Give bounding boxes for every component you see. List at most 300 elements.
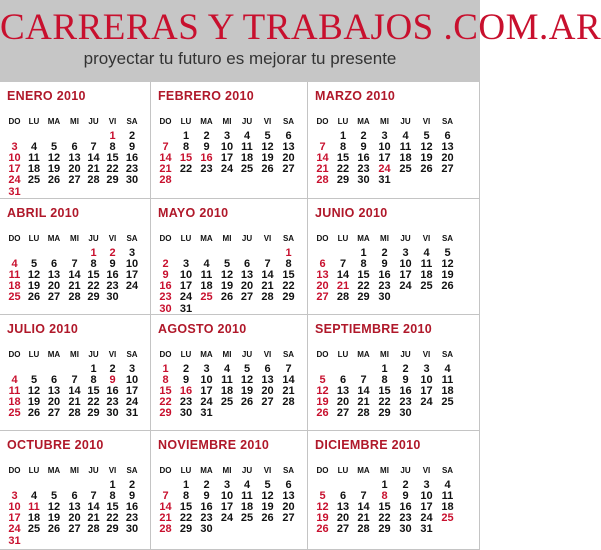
calendar-grid xyxy=(0,82,480,550)
day-cell: 11 xyxy=(28,501,40,513)
empty-day-cell xyxy=(437,524,458,535)
month-title: DICIEMBRE 2010 xyxy=(315,438,421,452)
day-cell: 31 xyxy=(8,185,21,198)
weekday-label: VI xyxy=(263,234,272,243)
empty-day-cell xyxy=(437,408,458,419)
weekday-label: MI xyxy=(70,466,79,475)
day-cell: 11 xyxy=(221,374,233,386)
day-cell: 27 xyxy=(47,407,61,419)
day-cell: 8 xyxy=(381,374,388,386)
day-cell: 7 xyxy=(162,141,169,153)
weekday-label: JU xyxy=(241,350,253,359)
day-cell: 10 xyxy=(125,258,139,270)
day-cell: 5 xyxy=(319,374,326,386)
day-cell: 8 xyxy=(381,490,388,502)
month-enero xyxy=(0,82,151,199)
day-cell: 1 xyxy=(339,130,347,142)
weekday-label: JU xyxy=(400,350,411,359)
weekday-label: LU xyxy=(180,117,192,126)
day-cell: 17 xyxy=(220,152,234,164)
weekday-label: SA xyxy=(126,117,138,126)
day-cell: 8 xyxy=(285,258,292,270)
day-cell: 25 xyxy=(8,291,21,303)
day-cell: 24 xyxy=(8,174,21,186)
day-cell: 4 xyxy=(223,363,231,375)
day-cell: 22 xyxy=(106,512,119,524)
weekday-label: DO xyxy=(8,466,21,475)
day-cell: 3 xyxy=(423,363,430,375)
day-cell: 10 xyxy=(200,374,213,386)
day-cell: 25 xyxy=(27,523,41,535)
weekday-label: JU xyxy=(241,466,253,475)
weekday-label: MA xyxy=(47,466,61,475)
weekday-label: MI xyxy=(380,466,389,475)
day-cell: 12 xyxy=(220,269,234,281)
day-cell: 22 xyxy=(357,280,370,292)
empty-day-cell xyxy=(176,175,196,186)
day-cell: 24 xyxy=(399,280,412,292)
day-cell: 29 xyxy=(179,523,193,535)
day-cell: 3 xyxy=(182,258,190,270)
weekday-label: SA xyxy=(126,350,138,359)
day-cell: 16 xyxy=(125,501,139,513)
day-cell: 12 xyxy=(316,501,329,513)
day-cell: 26 xyxy=(261,512,274,524)
tagline: proyectar tu futuro es mejorar tu presente xyxy=(83,49,397,68)
day-cell: 18 xyxy=(420,269,433,281)
day-cell: 18 xyxy=(8,396,21,408)
day-cell: 1 xyxy=(285,247,292,259)
day-cell: 15 xyxy=(87,269,100,281)
month-title: SEPTIEMBRE 2010 xyxy=(315,322,433,336)
day-cell: 27 xyxy=(282,512,295,524)
month-mayo xyxy=(151,199,308,315)
day-cell: 16 xyxy=(399,501,412,513)
day-cell: 14 xyxy=(87,152,100,164)
day-cell: 30 xyxy=(179,407,193,419)
weekday-label: MA xyxy=(47,350,61,359)
day-cell: 26 xyxy=(27,407,41,419)
weekday-label: LU xyxy=(28,234,40,243)
empty-day-cell xyxy=(103,535,122,546)
empty-day-cell xyxy=(122,535,142,546)
day-cell: 27 xyxy=(68,523,81,535)
month-julio xyxy=(0,315,151,431)
day-cell: 6 xyxy=(50,374,58,386)
day-cell: 15 xyxy=(336,152,350,164)
day-cell: 16 xyxy=(106,385,119,397)
day-cell: 10 xyxy=(420,374,433,386)
day-cell: 28 xyxy=(261,291,274,303)
day-cell: 24 xyxy=(125,280,139,292)
empty-day-cell xyxy=(395,175,416,186)
day-cell: 30 xyxy=(125,174,139,186)
day-cell: 10 xyxy=(179,269,193,281)
day-cell: 19 xyxy=(261,152,274,164)
day-cell: 19 xyxy=(27,396,41,408)
day-cell: 23 xyxy=(378,280,391,292)
day-cell: 30 xyxy=(357,174,370,186)
day-cell: 1 xyxy=(182,130,190,142)
weekday-label: MA xyxy=(357,350,370,359)
day-cell: 29 xyxy=(87,407,100,419)
day-cell: 17 xyxy=(420,385,433,397)
empty-day-cell xyxy=(395,292,416,303)
day-cell: 1 xyxy=(381,479,388,491)
weekday-label: DO xyxy=(316,466,329,475)
day-cell: 9 xyxy=(128,141,136,153)
day-cell: 15 xyxy=(179,501,193,513)
day-cell: 29 xyxy=(378,523,391,535)
day-cell: 2 xyxy=(203,479,210,491)
weekday-label: SA xyxy=(441,117,454,126)
day-cell: 17 xyxy=(8,512,21,524)
day-cell: 3 xyxy=(402,247,409,259)
day-cell: 23 xyxy=(200,163,213,175)
day-cell: 27 xyxy=(336,407,350,419)
day-cell: 23 xyxy=(399,512,412,524)
day-cell: 3 xyxy=(223,130,231,142)
day-cell: 22 xyxy=(87,280,100,292)
day-cell: 18 xyxy=(200,280,213,292)
day-cell: 5 xyxy=(423,130,430,142)
day-cell: 15 xyxy=(87,385,100,397)
day-cell: 11 xyxy=(8,385,21,397)
month-days-table xyxy=(4,465,142,546)
day-cell: 20 xyxy=(282,152,295,164)
weekday-label: LU xyxy=(28,350,40,359)
day-cell: 21 xyxy=(159,163,172,175)
day-cell: 31 xyxy=(125,407,139,419)
empty-day-cell xyxy=(416,408,437,419)
weekday-label: DO xyxy=(159,466,172,475)
day-cell: 12 xyxy=(261,141,274,153)
day-cell: 24 xyxy=(420,512,433,524)
month-title: MAYO 2010 xyxy=(158,206,229,220)
weekday-label: LU xyxy=(28,466,40,475)
day-cell: 17 xyxy=(200,385,213,397)
day-cell: 4 xyxy=(11,258,18,270)
weekday-label: MI xyxy=(380,350,389,359)
day-cell: 6 xyxy=(71,141,78,153)
weekday-label: SA xyxy=(282,350,295,359)
day-cell: 12 xyxy=(441,258,454,270)
day-cell: 23 xyxy=(125,512,139,524)
weekday-label: MA xyxy=(357,466,370,475)
empty-day-cell xyxy=(237,303,257,314)
day-cell: 4 xyxy=(30,141,38,153)
day-cell: 16 xyxy=(399,385,412,397)
day-cell: 25 xyxy=(420,280,433,292)
month-days-table xyxy=(312,465,458,535)
empty-day-cell xyxy=(65,186,84,197)
day-cell: 26 xyxy=(240,396,254,408)
day-cell: 13 xyxy=(68,501,81,513)
day-cell: 3 xyxy=(11,490,18,502)
month-noviembre xyxy=(151,431,308,550)
day-cell: 20 xyxy=(316,280,329,292)
month-diciembre xyxy=(308,431,480,550)
day-cell: 5 xyxy=(30,258,38,270)
day-cell: 4 xyxy=(243,479,251,491)
day-cell: 28 xyxy=(68,407,81,419)
month-days-table xyxy=(155,116,299,186)
day-cell: 8 xyxy=(90,374,97,386)
weekday-label: VI xyxy=(422,234,431,243)
day-cell: 28 xyxy=(316,174,329,186)
day-cell: 17 xyxy=(378,152,391,164)
day-cell: 26 xyxy=(316,407,329,419)
day-cell: 27 xyxy=(441,163,454,175)
day-cell: 24 xyxy=(220,163,234,175)
day-cell: 21 xyxy=(68,280,81,292)
day-cell: 28 xyxy=(336,291,350,303)
brand-title: CARRERAS Y TRABAJOS .COM.AR xyxy=(0,7,601,48)
day-cell: 20 xyxy=(441,152,454,164)
day-cell: 5 xyxy=(50,141,58,153)
day-cell: 12 xyxy=(27,269,41,281)
weekday-label: VI xyxy=(108,350,117,359)
day-cell: 25 xyxy=(8,407,21,419)
day-cell: 17 xyxy=(8,163,21,175)
day-cell: 12 xyxy=(420,141,433,153)
weekday-label: LU xyxy=(180,350,192,359)
day-cell: 18 xyxy=(8,280,21,292)
day-cell: 13 xyxy=(441,141,454,153)
day-cell: 30 xyxy=(125,523,139,535)
weekday-label: MI xyxy=(222,466,232,475)
empty-day-cell xyxy=(43,186,65,197)
day-cell: 19 xyxy=(27,280,41,292)
weekday-label: VI xyxy=(263,466,272,475)
day-cell: 6 xyxy=(264,363,271,375)
day-cell: 22 xyxy=(336,163,350,175)
month-junio xyxy=(308,199,480,315)
weekday-label: MA xyxy=(357,117,370,126)
day-cell: 25 xyxy=(441,396,454,408)
empty-day-cell xyxy=(196,303,217,314)
day-cell: 10 xyxy=(8,152,21,164)
day-cell: 9 xyxy=(128,490,136,502)
empty-day-cell xyxy=(217,408,237,419)
day-cell: 21 xyxy=(357,396,370,408)
empty-day-cell xyxy=(278,408,299,419)
empty-day-cell xyxy=(437,175,458,186)
day-cell: 31 xyxy=(8,534,21,547)
day-cell: 26 xyxy=(27,291,41,303)
day-cell: 22 xyxy=(106,163,119,175)
weekday-label: MA xyxy=(200,466,213,475)
day-cell: 3 xyxy=(128,363,136,375)
weekday-label: DO xyxy=(8,350,21,359)
day-cell: 14 xyxy=(282,374,295,386)
day-cell: 12 xyxy=(27,385,41,397)
day-cell: 27 xyxy=(316,291,329,303)
day-cell: 19 xyxy=(47,512,61,524)
day-cell: 18 xyxy=(441,501,454,513)
month-abril xyxy=(0,199,151,315)
empty-day-cell xyxy=(122,186,142,197)
day-cell: 8 xyxy=(109,141,116,153)
day-cell: 9 xyxy=(162,269,169,281)
day-cell: 26 xyxy=(47,174,61,186)
day-cell: 26 xyxy=(47,523,61,535)
weekday-label: VI xyxy=(422,350,431,359)
day-cell: 6 xyxy=(50,258,58,270)
day-cell: 21 xyxy=(336,280,350,292)
day-cell: 25 xyxy=(240,163,254,175)
day-cell: 11 xyxy=(28,152,40,164)
weekday-label: JU xyxy=(400,466,411,475)
day-cell: 11 xyxy=(399,141,412,153)
day-cell: 12 xyxy=(47,152,61,164)
day-cell: 1 xyxy=(90,247,97,259)
day-cell: 29 xyxy=(282,291,295,303)
day-cell: 23 xyxy=(106,280,119,292)
day-cell: 16 xyxy=(378,269,391,281)
day-cell: 20 xyxy=(68,163,81,175)
weekday-label: JU xyxy=(400,234,411,243)
empty-day-cell xyxy=(437,292,458,303)
day-cell: 11 xyxy=(241,490,253,502)
day-cell: 21 xyxy=(159,512,172,524)
day-cell: 24 xyxy=(220,512,234,524)
month-title: ENERO 2010 xyxy=(7,89,86,103)
day-cell: 27 xyxy=(68,174,81,186)
month-days-table xyxy=(312,233,458,303)
day-cell: 18 xyxy=(399,152,412,164)
month-days-table xyxy=(155,349,299,419)
empty-day-cell xyxy=(217,303,237,314)
weekday-label: SA xyxy=(282,466,295,475)
day-cell: 22 xyxy=(282,280,295,292)
day-cell: 7 xyxy=(90,490,97,502)
weekday-label: JU xyxy=(88,234,99,243)
month-days-table xyxy=(312,349,458,419)
weekday-label: SA xyxy=(441,234,454,243)
day-cell: 20 xyxy=(68,512,81,524)
day-cell: 2 xyxy=(128,130,136,142)
day-cell: 2 xyxy=(109,363,116,375)
day-cell: 19 xyxy=(220,280,234,292)
day-cell: 1 xyxy=(109,479,116,491)
day-cell: 4 xyxy=(203,258,210,270)
day-cell: 26 xyxy=(420,163,433,175)
day-cell: 28 xyxy=(159,174,172,186)
day-cell: 11 xyxy=(200,269,213,281)
day-cell: 13 xyxy=(68,152,81,164)
day-cell: 15 xyxy=(357,269,370,281)
month-title: JULIO 2010 xyxy=(7,322,79,336)
weekday-label: JU xyxy=(241,117,253,126)
day-cell: 15 xyxy=(378,385,391,397)
day-cell: 4 xyxy=(423,247,430,259)
day-cell: 2 xyxy=(402,479,409,491)
day-cell: 23 xyxy=(399,396,412,408)
weekday-label: DO xyxy=(316,234,329,243)
day-cell: 16 xyxy=(159,280,172,292)
day-cell: 15 xyxy=(106,152,119,164)
day-cell: 19 xyxy=(316,512,329,524)
day-cell: 20 xyxy=(240,280,254,292)
day-cell: 24 xyxy=(200,396,213,408)
empty-day-cell xyxy=(25,535,43,546)
empty-day-cell xyxy=(278,175,299,186)
day-cell: 21 xyxy=(282,385,295,397)
day-cell: 16 xyxy=(125,152,139,164)
day-cell: 14 xyxy=(87,501,100,513)
day-cell: 7 xyxy=(360,490,367,502)
day-cell: 4 xyxy=(402,130,409,142)
weekday-label: MI xyxy=(380,117,389,126)
day-cell: 11 xyxy=(241,141,253,153)
weekday-label: SA xyxy=(441,350,454,359)
weekday-label: MI xyxy=(70,117,79,126)
weekday-label: JU xyxy=(241,234,253,243)
day-cell: 19 xyxy=(261,501,274,513)
weekday-label: SA xyxy=(282,234,295,243)
day-cell: 6 xyxy=(285,130,292,142)
day-cell: 27 xyxy=(282,163,295,175)
day-cell: 31 xyxy=(200,407,213,419)
day-cell: 3 xyxy=(203,363,210,375)
weekday-label: LU xyxy=(337,234,349,243)
weekday-label: MI xyxy=(70,234,79,243)
weekday-label: VI xyxy=(108,466,117,475)
day-cell: 22 xyxy=(159,396,172,408)
day-cell: 23 xyxy=(357,163,370,175)
day-cell: 13 xyxy=(336,385,350,397)
day-cell: 3 xyxy=(128,247,136,259)
empty-day-cell xyxy=(237,524,257,535)
day-cell: 24 xyxy=(179,291,193,303)
day-cell: 30 xyxy=(106,407,119,419)
day-cell: 31 xyxy=(420,523,433,535)
day-cell: 14 xyxy=(68,385,81,397)
day-cell: 13 xyxy=(47,269,61,281)
day-cell: 14 xyxy=(68,269,81,281)
day-cell: 23 xyxy=(106,396,119,408)
day-cell: 14 xyxy=(159,501,172,513)
weekday-label: MA xyxy=(200,234,213,243)
day-cell: 9 xyxy=(109,374,116,386)
empty-day-cell xyxy=(84,535,103,546)
day-cell: 24 xyxy=(420,396,433,408)
day-cell: 7 xyxy=(71,374,78,386)
day-cell: 4 xyxy=(243,130,251,142)
empty-day-cell xyxy=(103,186,122,197)
empty-day-cell xyxy=(43,535,65,546)
day-cell: 13 xyxy=(240,269,254,281)
weekday-label: DO xyxy=(8,117,21,126)
day-cell: 16 xyxy=(179,385,193,397)
weekday-label: MA xyxy=(200,117,213,126)
month-title: AGOSTO 2010 xyxy=(158,322,247,336)
day-cell: 6 xyxy=(339,490,347,502)
month-days-table xyxy=(4,349,142,419)
month-febrero xyxy=(151,82,308,199)
day-cell: 25 xyxy=(399,163,412,175)
day-cell: 19 xyxy=(441,269,454,281)
day-cell: 5 xyxy=(30,374,38,386)
day-cell: 16 xyxy=(200,152,213,164)
empty-day-cell xyxy=(278,524,299,535)
day-cell: 28 xyxy=(87,174,100,186)
weekday-label: SA xyxy=(282,117,295,126)
day-cell: 31 xyxy=(378,174,391,186)
day-cell: 4 xyxy=(444,363,451,375)
day-cell: 30 xyxy=(399,407,412,419)
